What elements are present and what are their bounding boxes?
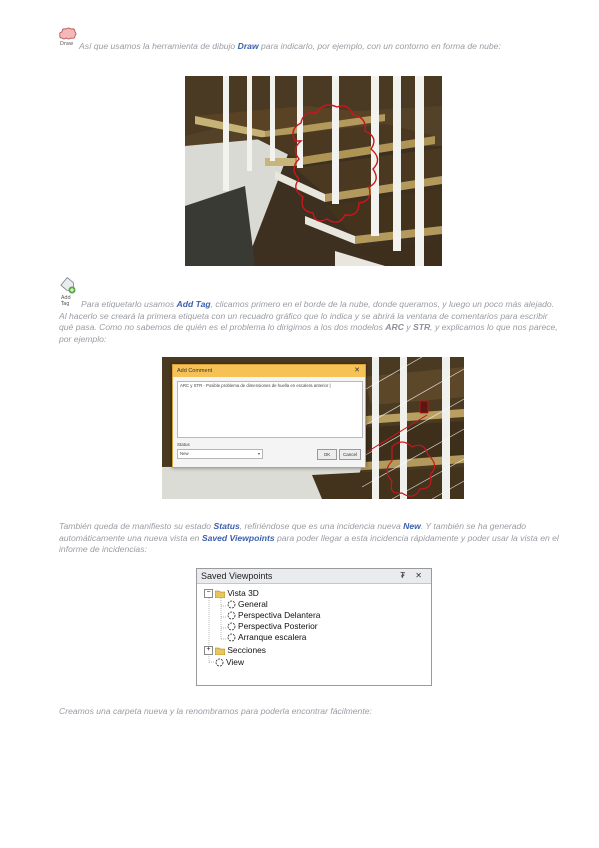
tree-item-secciones[interactable]: + Secciones xyxy=(204,645,266,656)
comment-textarea[interactable]: ARC y STR - Posible problema de dimensiones de huella en escalera anterior | xyxy=(177,381,363,438)
paragraph-add-tag: Para etiquetarlo usamos Add Tag, clicamos primero en el borde de la nube, donde queramos, y luego un poco más alejado. Al hacerlo se creará la primera etiqueta con un recuadro gráfico que lo indica y se abrirá la ventana de comentarios para escribir qué pasa. Como no sabemos de quién es el problema lo dirigimos a los dos modelos ARC y STR, y explicamos lo que nos parece, por ejemplo: xyxy=(59,299,558,344)
viewpoint-icon xyxy=(227,600,236,609)
close-icon[interactable]: ✕ xyxy=(354,367,360,374)
add-comment-dialog xyxy=(172,364,366,468)
tree-item-arranque-escalera[interactable]: Arranque escalera xyxy=(227,632,306,643)
status-select[interactable] xyxy=(177,449,263,459)
cancel-button[interactable]: Cancel xyxy=(339,449,361,460)
viewpoint-icon xyxy=(227,633,236,642)
viewpoint-icon xyxy=(227,622,236,631)
draw-icon-label: Draw xyxy=(60,41,74,47)
keyword-saved-viewpoints: Saved Viewpoints xyxy=(201,532,275,543)
tree-item-vista-3d[interactable]: − Vista 3D xyxy=(204,588,259,599)
ok-button[interactable]: OK xyxy=(317,449,337,460)
saved-viewpoints-title: Saved Viewpoints xyxy=(201,571,273,581)
keyword-draw: Draw xyxy=(237,41,259,51)
status-label: Status xyxy=(177,442,190,447)
staircase-cloud-screenshot xyxy=(185,76,442,266)
dialog-title: Add Comment xyxy=(177,368,213,374)
keyword-new: New xyxy=(403,521,421,531)
paragraph-draw: Así que usamos la herramienta de dibujo Draw para indicarlo, por ejemplo, con un contorno en forma de nube: xyxy=(79,41,501,51)
folder-icon xyxy=(215,590,225,598)
folder-icon xyxy=(215,647,225,655)
paragraph-status: También queda de manifiesto su estado Status, refiriéndose que es una incidencia nueva New. Y también se ha generado automáticamente una nueva vista en Saved Viewpoints para poder llegar a esta incidencia rápidamente y poder usar la vista en el informe de incidencias: xyxy=(59,521,559,554)
add-tag-icon-label: Add Tag xyxy=(61,295,71,307)
chevron-down-icon: ▾ xyxy=(257,451,260,456)
keyword-str: STR xyxy=(412,322,431,332)
add-comment-screenshot xyxy=(162,357,464,499)
tree-item-perspectiva-delantera[interactable]: Perspectiva Delantera xyxy=(227,610,320,621)
expand-toggle-icon[interactable]: + xyxy=(204,646,213,655)
collapse-toggle-icon[interactable]: − xyxy=(204,589,213,598)
saved-viewpoints-header xyxy=(197,569,431,584)
status-select-value: New xyxy=(180,451,189,456)
pin-close-icons[interactable]: ₮ ✕ xyxy=(400,571,426,580)
dialog-title-bar xyxy=(173,365,365,377)
tree-item-general[interactable]: General xyxy=(227,599,268,610)
keyword-add-tag: Add Tag xyxy=(176,299,211,309)
viewpoint-icon xyxy=(215,658,224,667)
keyword-arc: ARC xyxy=(385,322,404,332)
keyword-status: Status xyxy=(213,521,240,531)
saved-viewpoints-panel xyxy=(196,568,432,686)
tree-item-perspectiva-posterior[interactable]: Perspectiva Posterior xyxy=(227,621,318,632)
viewpoint-icon xyxy=(227,611,236,620)
paragraph-new-folder: Creamos una carpeta nueva y la renombramos para poderla encontrar fácilmente: xyxy=(59,706,372,716)
tree-item-view[interactable]: View xyxy=(215,657,244,668)
